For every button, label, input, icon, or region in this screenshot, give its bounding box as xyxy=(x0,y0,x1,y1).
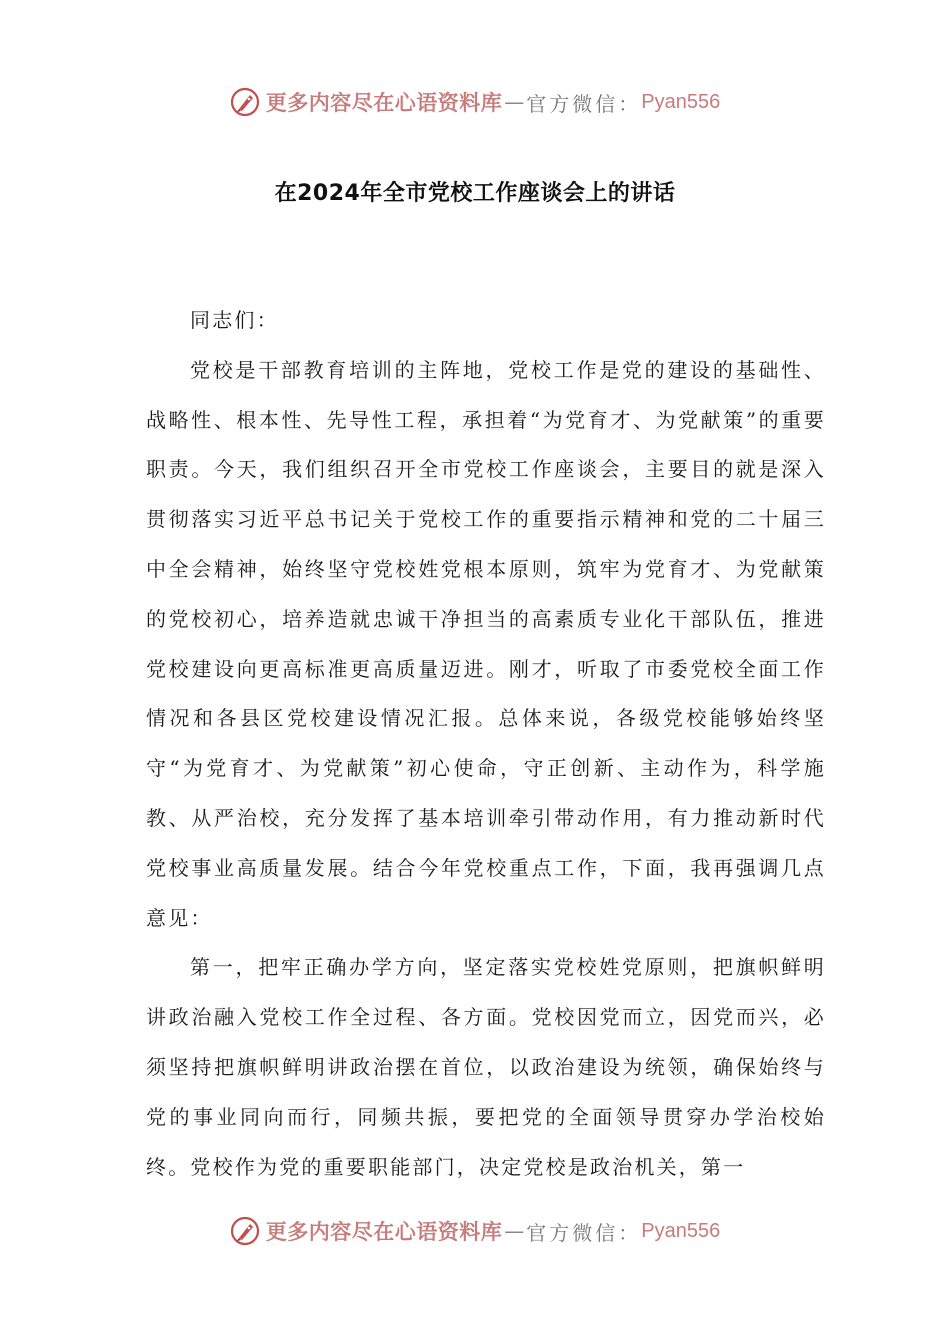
watermark-site-text: 更多内容尽在心语资料库 xyxy=(265,90,503,115)
document-body xyxy=(146,296,826,1192)
footer-watermark xyxy=(0,1211,950,1251)
watermark-wechat-label: 官方微信： xyxy=(526,91,642,116)
watermark-dash: — xyxy=(504,90,525,114)
watermark-wechat-id: Pyan556 xyxy=(641,90,721,113)
watermark-dash: — xyxy=(504,1219,525,1243)
greeting: 同志们： xyxy=(190,308,279,332)
document-title: 在2024年全市党校工作座谈会上的讲话 xyxy=(274,181,676,206)
header-watermark xyxy=(0,82,950,122)
paragraph: 第一，把牢正确办学方向，坚定落实党校姓党原则，把旗帜鲜明讲政治融入党校工作全过程、各方面。党校因党而立，因党而兴，必须坚持把旗帜鲜明讲政治摆在首位，以政治建设为统领，确保始终与党的事业同向而行，同频共振，要把党的全面领导贯穿办学治校始终。党校作为党的重要职能部门，决定党校是政治机关，第一 xyxy=(146,955,826,1179)
pen-nib-logo-icon xyxy=(230,1216,260,1246)
pen-nib-logo-icon xyxy=(230,87,260,117)
watermark-wechat-label: 官方微信： xyxy=(526,1220,642,1245)
watermark-wechat-id: Pyan556 xyxy=(641,1219,721,1242)
paragraph: 党校是干部教育培训的主阵地，党校工作是党的建设的基础性、战略性、根本性、先导性工程，承担着“为党育才、为党献策”的重要职责。今天，我们组织召开全市党校工作座谈会，主要目的就是深入贯彻落实习近平总书记关于党校工作的重要指示精神和党的二十届三中全会精神，始终坚守党校姓党根本原则，筑牢为党育才、为党献策的党校初心，培养造就忠诚干净担当的高素质专业化干部队伍，推进党校建设向更高标准更高质量迈进。刚才，听取了市委党校全面工作情况和各县区党校建设情况汇报。总体来说，各级党校能够始终坚守“为党育才、为党献策”初心使命，守正创新、主动作为，科学施教、从严治校，充分发挥了基本培训牵引带动作用，有力推动新时代党校事业高质量发展。结合今年党校重点工作，下面，我再强调几点意见： xyxy=(146,357,826,930)
watermark-site-text: 更多内容尽在心语资料库 xyxy=(265,1219,503,1244)
